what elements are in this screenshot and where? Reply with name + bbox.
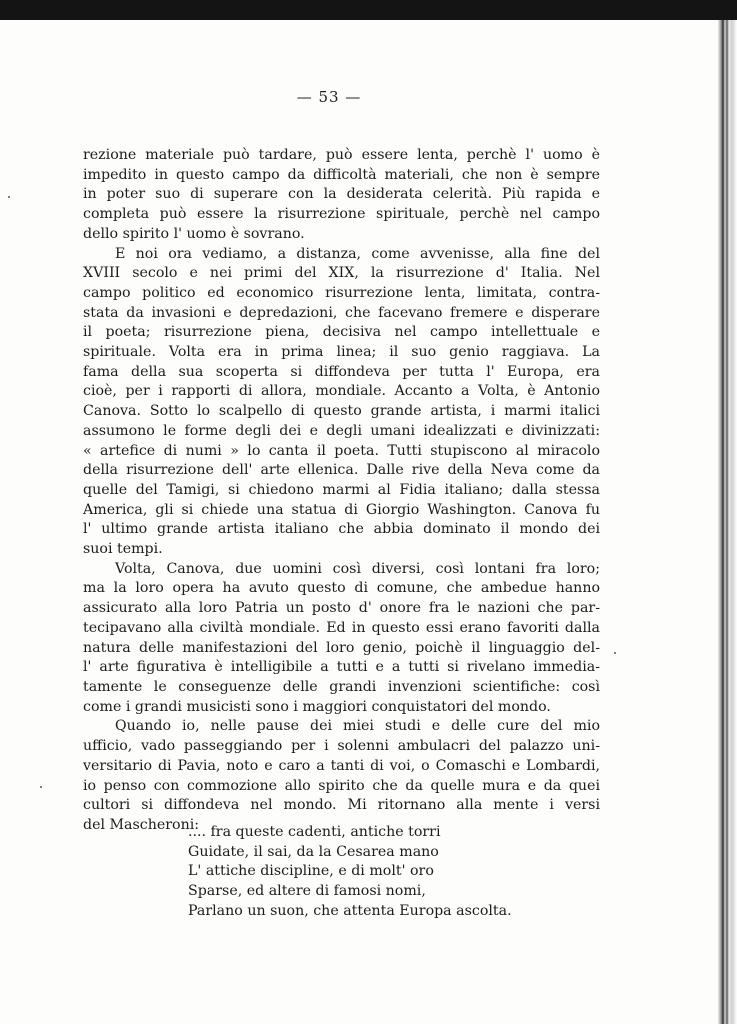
text-line: Volta, Canova, due uomini così diversi, così lontani fra loro; [115, 560, 600, 577]
text-line: cioè, per i rapporti di allora, mondiale. Accanto a Volta, è Antonio [83, 383, 600, 400]
text-line: ufficio, vado passeggiando per i solenni ambulacri del palazzo uni- [83, 738, 600, 755]
text-line: « artefice di numi » lo canta il poeta. Tutti stupiscono al miracolo [83, 442, 600, 459]
scan-speck [8, 196, 10, 198]
text-line: l' ultimo grande artista italiano che abbia dominato il mondo dei [83, 521, 600, 538]
text-line: il poeta; risurrezione piena, decisiva nel campo intellettuale e [83, 324, 600, 341]
text-line: completa può essere la risurrezione spirituale, perchè nel campo [83, 206, 600, 223]
text-line: della risurrezione dell' arte ellenica. Dalle rive della Neva come da [83, 462, 600, 479]
text-line: ma la loro opera ha avuto questo di comune, che ambedue hanno [83, 580, 600, 597]
text-line: Quando io, nelle pause dei miei studi e delle cure del mio [115, 718, 600, 735]
scan-speck [614, 652, 616, 654]
text-line: versitario di Pavia, noto e caro a tanti di voi, o Comaschi e Lombardi, [83, 757, 600, 774]
text-line: America, gli si chiede una statua di Giorgio Washington. Canova fu [83, 501, 600, 518]
text-line: dello spirito l' uomo è sovrano. [83, 225, 305, 242]
text-line: spirituale. Volta era in prima linea; il suo genio raggiava. La [83, 344, 600, 361]
scan-speck [40, 786, 42, 788]
text-line: Canova. Sotto lo scalpello di questo grande artista, i marmi italici [83, 403, 600, 420]
text-line: XVIII secolo e nei primi del XIX, la risurrezione d' Italia. Nel [83, 265, 600, 282]
text-line: impedito in questo campo da difficoltà materiali, che non è sempre [83, 166, 600, 183]
text-line: stata da invasioni e depredazioni, che facevano fremere e disperare [83, 304, 600, 321]
scan-top-border [0, 0, 737, 20]
text-line: assicurato alla loro Patria un posto d' onore fra le nazioni che par- [83, 600, 600, 617]
verse-line: Guidate, il sai, da la Cesarea mano [188, 843, 439, 860]
text-line: in poter suo di superare con la desiderata celerità. Più rapida e [83, 186, 600, 203]
verse-quotation [188, 823, 568, 922]
text-line: suoi tempi. [83, 541, 163, 558]
verse-line: .... fra queste cadenti, antiche torri [188, 824, 441, 840]
body-text [83, 146, 600, 836]
text-line: rezione materiale può tardare, può essere lenta, perchè l' uomo è [83, 147, 600, 163]
text-line: del Mascheroni: [83, 816, 200, 833]
text-line: tamente le conseguenze delle grandi invenzioni scientifiche: così [83, 678, 600, 695]
text-line: quelle del Tamigi, si chiedono marmi al Fidia italiano; dalla stessa [83, 481, 600, 498]
verse-line: Sparse, ed altere di famosi nomi, [188, 883, 426, 900]
verse-line: Parlano un suon, che attenta Europa ascolta. [188, 902, 512, 919]
text-line: l' arte figurativa è intelligibile a tutti e a tutti si rivelano immedia- [83, 659, 600, 676]
page-number: — 53 — [296, 88, 362, 106]
book-spine-shadow [718, 20, 737, 1024]
text-line: campo politico ed economico risurrezione lenta, limitata, contra- [83, 284, 600, 301]
text-line: natura delle manifestazioni del loro genio, poichè il linguaggio del- [83, 639, 600, 656]
text-line: fama della sua scoperta si diffondeva per tutta l' Europa, era [83, 363, 600, 380]
text-line: io penso con commozione allo spirito che da quelle mura e da quei [83, 777, 600, 794]
verse-line: L' attiche discipline, e di molt' oro [188, 863, 434, 880]
text-line: come i grandi musicisti sono i maggiori conquistatori del mondo. [83, 698, 551, 715]
text-line: cultori si diffondeva nel mondo. Mi ritornano alla mente i versi [83, 797, 600, 814]
text-line: E noi ora vediamo, a distanza, come avvenisse, alla fine del [115, 245, 600, 262]
text-line: assumono le forme degli dei e degli umani idealizzati e divinizzati: [83, 422, 600, 439]
text-line: tecipavano alla civiltà mondiale. Ed in questo essi erano favoriti dalla [83, 619, 600, 636]
